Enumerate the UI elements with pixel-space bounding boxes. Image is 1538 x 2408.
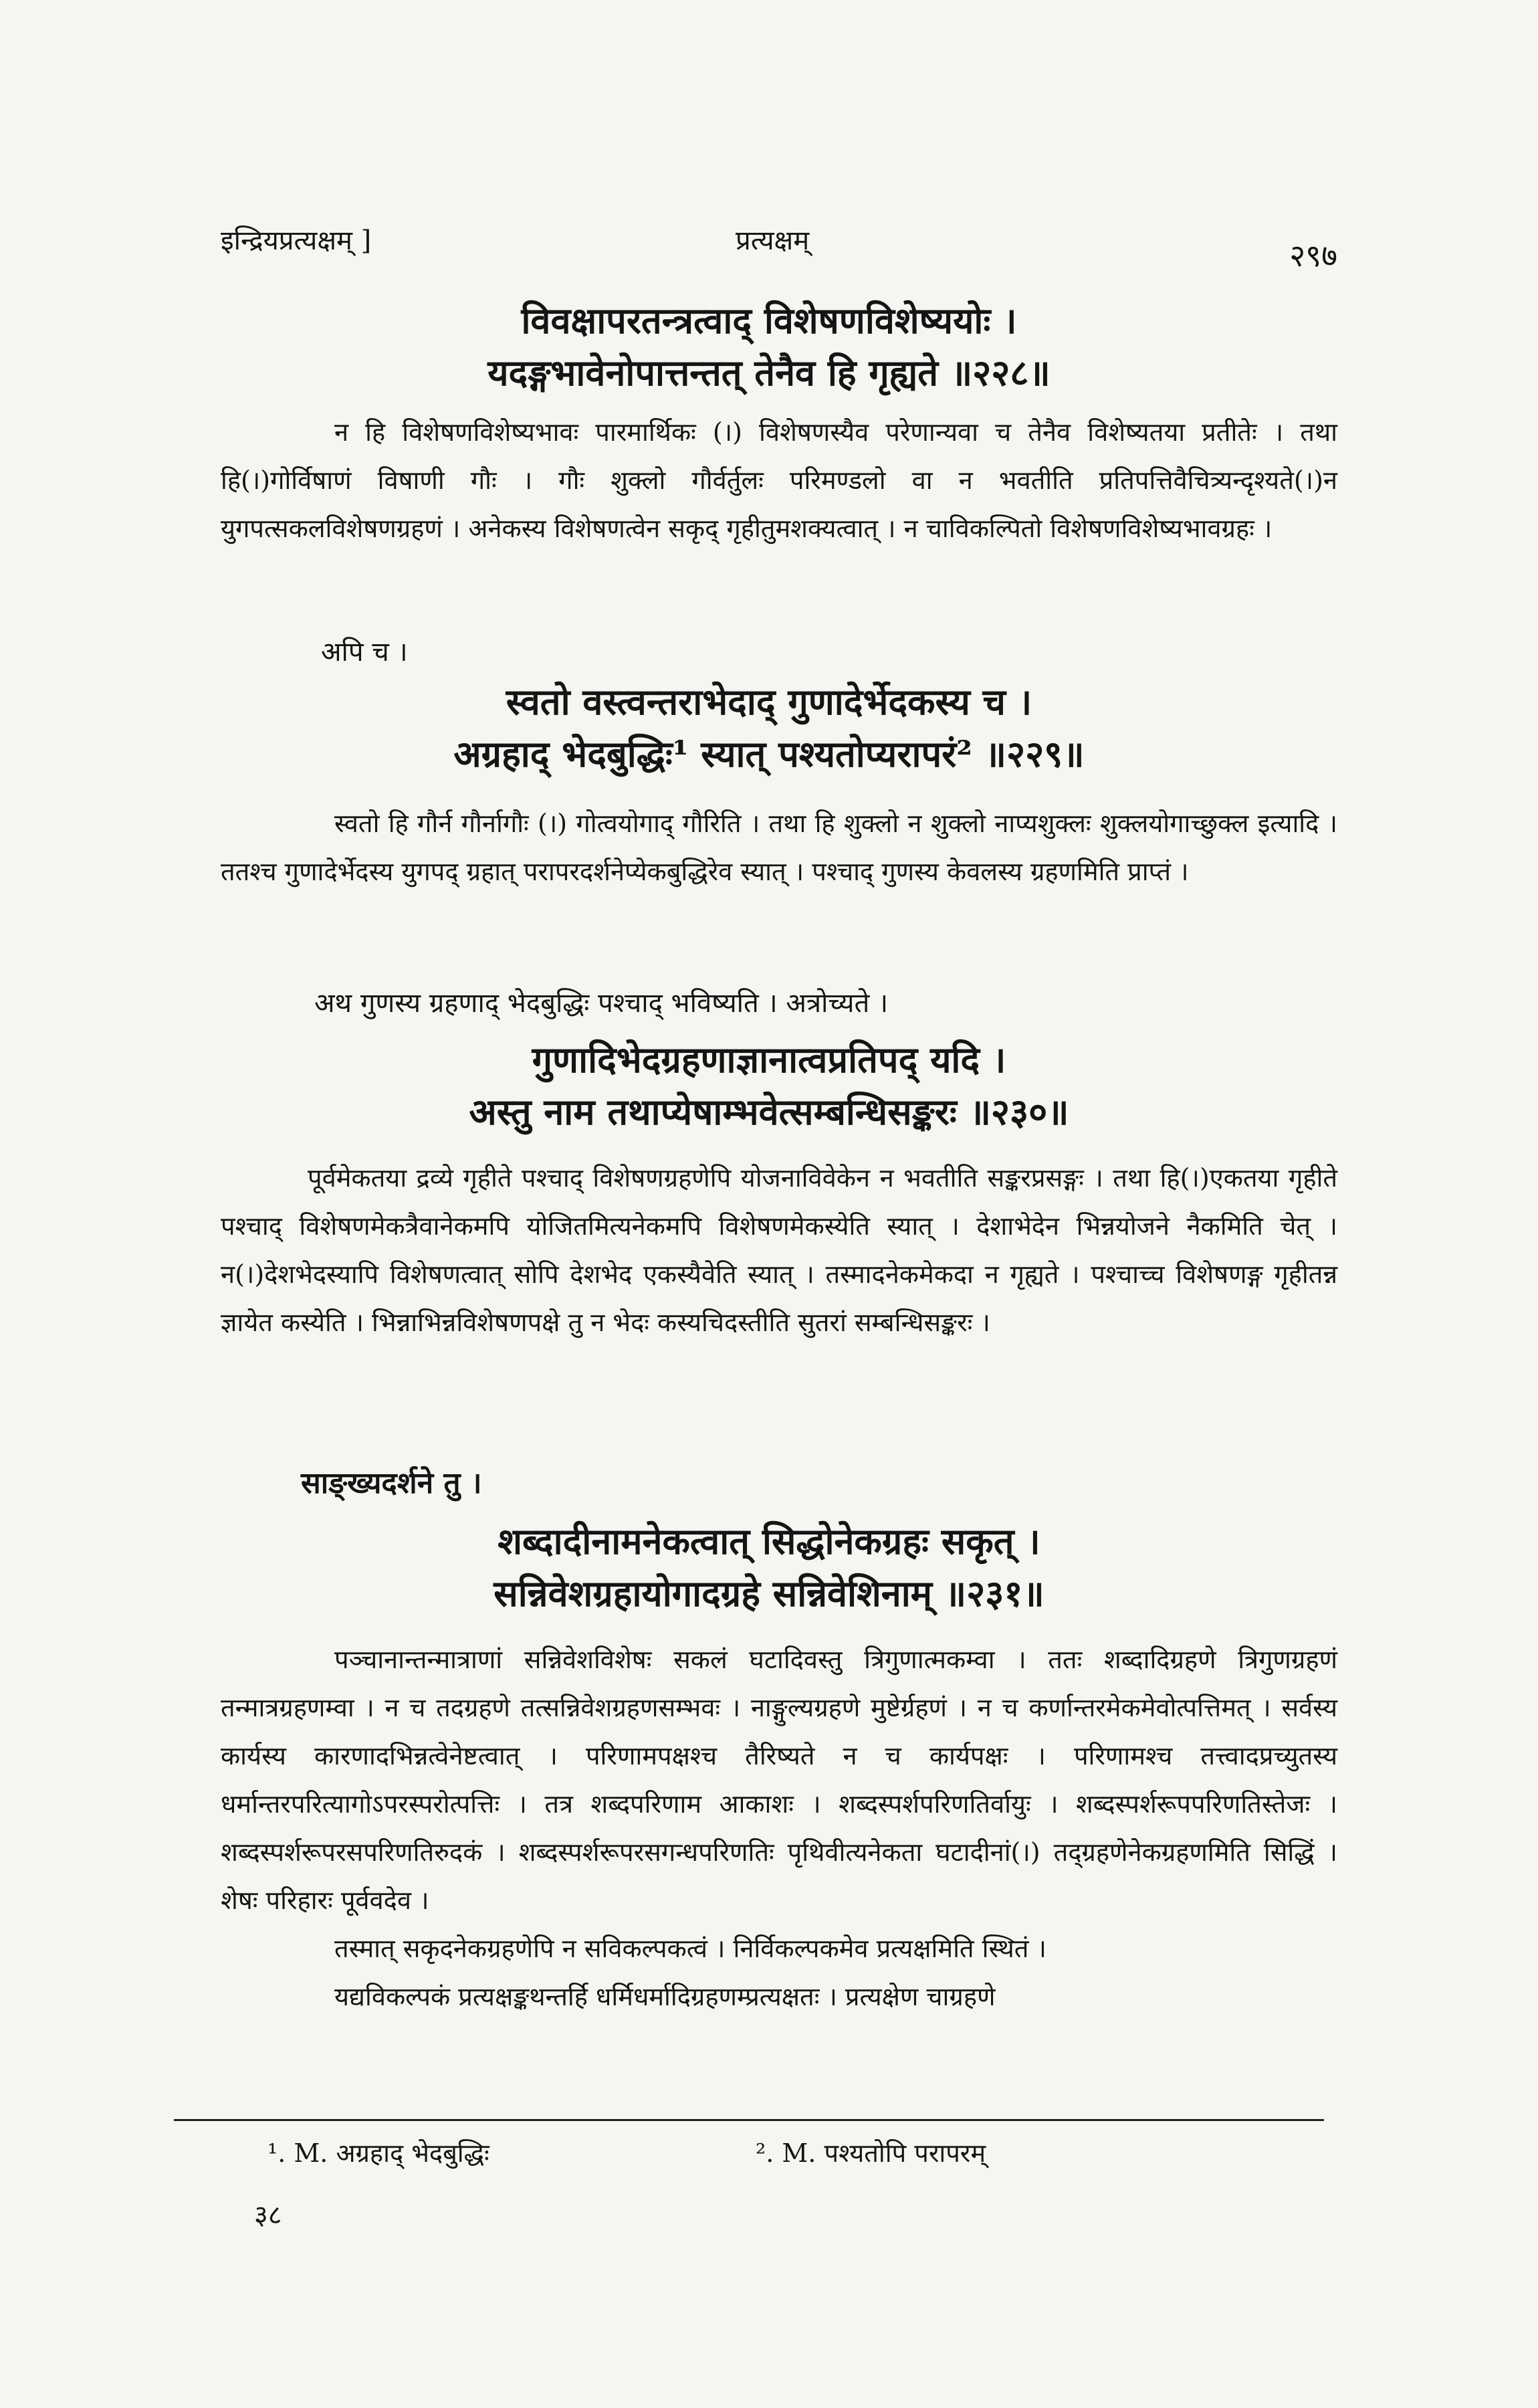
- verse-229: [0, 676, 1538, 780]
- footnote-rule: [174, 2119, 1324, 2121]
- verse-line: यदङ्गभावेनोपात्तन्तत् तेनैव हि गृह्यते ॥२२८॥: [487, 351, 1051, 394]
- verse-231: [0, 1515, 1538, 1619]
- page-header: [221, 221, 1337, 274]
- verse-line: शब्दादीनामनेकत्वात् सिद्धोनेकग्रहः सकृत् ।: [498, 1520, 1040, 1563]
- paragraph: स्वतो हि गौर्न गौर्नागौः (।) गोत्वयोगाद् गौरिति । तथा हि शुक्लो न शुक्लो नाप्यशुक्लः शुक्लयोगाच्छुक्ल इत्यादि । ततश्च गुणादेर्भेदस्य युगपद् ग्रहात् परापरदर्शनेप्येकबुद्धिरेव स्यात् । पश्चाद् गुणस्य केवलस्य ग्रहणमिति प्राप्तं ।: [221, 809, 1337, 886]
- verse-line: अस्तु नाम तथाप्येषाम्भवेत्सम्बन्धिसङ्करः ॥२३०॥: [469, 1090, 1069, 1133]
- commentary-231: [221, 1635, 1337, 2021]
- verse-line: विवक्षापरतन्त्रत्वाद् विशेषणविशेष्ययोः ।: [521, 299, 1017, 342]
- atha-line: अथ गुणस्य ग्रहणाद् भेदबुद्धिः पश्चाद् भविष्यति । अत्रोच्यते ।: [314, 988, 889, 1019]
- verse-230: [0, 1033, 1538, 1138]
- commentary-229: [221, 799, 1337, 896]
- header-section-title: इन्द्रियप्रत्यक्षम् ]: [221, 225, 372, 256]
- api-ca-line: अपि च ।: [321, 637, 408, 668]
- paragraph: पञ्चानान्तन्मात्राणां सन्निवेशविशेषः सकलं घटादिवस्तु त्रिगुणात्मकम्वा । ततः शब्दादिग्रहणे त्रिगुणग्रहणं तन्मात्रग्रहणम्वा । न च तदग्रहणे तत्सन्निवेशग्रहणसम्भवः । नाङ्गुल्यग्रहणे मुष्टेर्ग्रहणं । न च कर्णान्तरमेकमेवोत्पत्तिमत् । सर्वस्य कार्यस्य कारणादभिन्नत्वेनेष्टत्वात् । परिणामपक्षश्च तैरिष्यते न च कार्यपक्षः । परिणामश्च तत्त्वादप्रच्युतस्य धर्मान्तरपरित्यागोऽपरस्परोत्पत्तिः । तत्र शब्दपरिणाम आकाशः । शब्दस्पर्शपरिणतिर्वायुः । शब्दस्पर्शरूपपरिणतिस्तेजः । शब्दस्पर्शरूपरसपरिणतिरुदकं । शब्दस्पर्शरूपरसगन्धपरिणतिः पृथिवीत्यनेकता घटादीनां(।) तद्ग्रहणेनेकग्रहणमिति सिद्धिं । शेषः परिहारः पूर्ववदेव ।: [221, 1645, 1337, 1915]
- footnote-2: ². M. पश्यतोपि परापरम्: [756, 2138, 986, 2168]
- commentary-230: [221, 1154, 1337, 1346]
- verse-228: [0, 294, 1538, 399]
- commentary-228: [221, 408, 1337, 553]
- verse-line: सन्निवेशग्रहायोगादग्रहे सन्निवेशिनाम् ॥२३१॥: [493, 1572, 1045, 1615]
- paragraph: न हि विशेषणविशेष्यभावः पारमार्थिकः (।) विशेषणस्यैव परेणान्यवा च तेनैव विशेष्यतया प्रतीतेः । तथा हि(।)गोर्विषाणं विषाणी गौः । गौः शुक्लो गौर्वर्तुलः परिमण्डलो वा न भवतीति प्रतिपत्तिवैचित्र्यन्दृश्यते(।)न युगपत्सकलविशेषणग्रहणं । अनेकस्य विशेषणत्वेन सकृद् गृहीतुमशक्यत्वात् । न चाविकल्पितो विशेषणविशेष्यभावग्रहः ।: [221, 417, 1337, 543]
- header-running-title: प्रत्यक्षम्: [736, 225, 810, 256]
- signature-mark: ३८: [254, 2200, 282, 2231]
- paragraph: तस्मात् सकृदनेकग्रहणेपि न सविकल्पकत्वं । निर्विकल्पकमेव प्रत्यक्षमिति स्थितं ।: [334, 1934, 1047, 1963]
- paragraph: यद्यविकल्पकं प्रत्यक्षङ्कथन्तर्हि धर्मिधर्मादिग्रहणम्प्रत्यक्षतः । प्रत्यक्षेण चाग्रहणे: [334, 1982, 996, 2011]
- paragraph: पूर्वमेकतया द्रव्ये गृहीते पश्चाद् विशेषणग्रहणेपि योजनाविवेकेन न भवतीति सङ्करप्रसङ्गः । तथा हि(।)एकतया गृहीते पश्चाद् विशेषणमेकत्रैवानेकमपि योजितमित्यनेकमपि विशेषणमेकस्येति स्यात् । देशाभेदेन भिन्नयोजने नैकमिति चेत् । न(।)देशभेदस्यापि विशेषणत्वात् सोपि देशभेद एकस्यैवेति स्यात् । तस्मादनेकमेकदा न गृह्यते । पश्चाच्च विशेषणङ्ग गृहीतन्न ज्ञायेत कस्येति । भिन्नाभिन्नविशेषणपक्षे तु न भेदः कस्यचिदस्तीति सुतरां सम्बन्धिसङ्करः ।: [221, 1163, 1337, 1337]
- verse-line: स्वतो वस्त्वन्तराभेदाद् गुणादेर्भेदकस्य च ।: [506, 680, 1032, 723]
- verse-line: अग्रहाद् भेदबुद्धिः¹ स्यात् पश्यतोप्यरापरं² ॥२२९॥: [453, 732, 1085, 775]
- page-number: २९७: [1289, 237, 1337, 274]
- verse-line: गुणादिभेदग्रहणाज्ञानात्वप्रतिपद् यदि ।: [532, 1038, 1006, 1081]
- sankhya-line: साङ्ख्यदर्शने तु ।: [301, 1466, 482, 1500]
- footnote-1: ¹. M. अग्रहाद् भेदबुद्धिः: [267, 2138, 489, 2168]
